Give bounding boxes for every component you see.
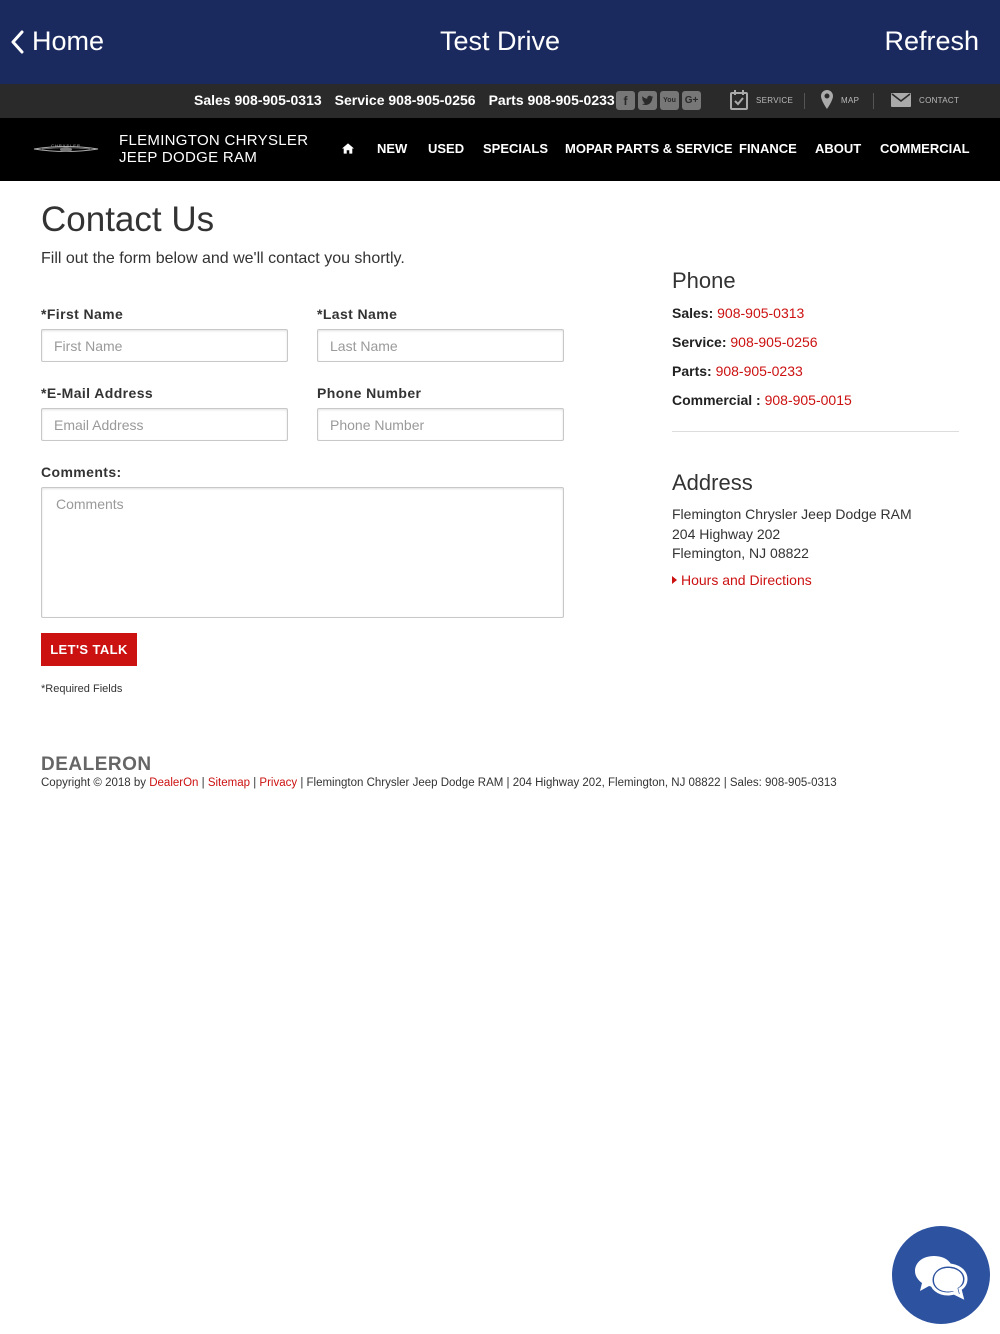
address-heading: Address xyxy=(672,470,753,495)
nav-new[interactable]: NEW xyxy=(377,141,408,156)
last-name-field[interactable] xyxy=(317,329,564,362)
contact-link[interactable] xyxy=(891,90,959,110)
logo-text: CHRYSLER xyxy=(51,143,81,148)
parts-label: Parts: xyxy=(672,363,712,379)
utility-phones xyxy=(194,92,615,108)
address-line-3: Flemington, NJ 08822 xyxy=(672,545,809,561)
sitemap-link[interactable]: Sitemap xyxy=(207,777,251,789)
commercial-label: Commercial : xyxy=(672,392,761,408)
main-nav xyxy=(0,118,1000,181)
copyright-line: Copyright © 2018 by DealerOn | Sitemap | Privacy | Flemington Chrysler Jeep Dodge RAM | 204 Highway 202, Flemington, NJ 08822 | Sales: 908-905-0313 xyxy=(41,777,837,789)
dealeron-logo[interactable]: DEALERON xyxy=(41,754,152,775)
nav-about[interactable]: ABOUT xyxy=(815,141,862,156)
parts-row xyxy=(672,363,803,379)
envelope-icon xyxy=(891,90,911,110)
comments-label: Comments: xyxy=(41,464,122,480)
nav-finance[interactable]: FINANCE xyxy=(739,141,797,156)
home-icon[interactable] xyxy=(342,142,354,157)
commercial-row xyxy=(672,392,852,408)
chat-button[interactable] xyxy=(892,1226,990,1324)
calendar-icon xyxy=(730,90,748,110)
email-field[interactable] xyxy=(41,408,288,441)
sales-label: Sales: xyxy=(672,305,714,321)
copyright-prefix: Copyright © 2018 by xyxy=(41,777,147,789)
address-line-1: Flemington Chrysler Jeep Dodge RAM xyxy=(672,506,912,522)
back-label: Home xyxy=(32,26,105,56)
required-fields-note: *Required Fields xyxy=(41,683,123,695)
nav-items xyxy=(0,141,1000,161)
page-subtitle: Fill out the form below and we'll contact you shortly. xyxy=(41,250,405,267)
brand-line-2: JEEP DODGE RAM xyxy=(119,149,258,166)
dealer-address xyxy=(672,505,912,564)
service-label: Service: xyxy=(672,334,727,350)
sales-phone[interactable]: 908-905-0313 xyxy=(717,305,805,321)
service-phone[interactable]: 908-905-0256 xyxy=(730,334,818,350)
sales-phone-link[interactable]: Sales 908-905-0313 xyxy=(194,92,322,108)
brand-line-1: FLEMINGTON CHRYSLER xyxy=(119,132,309,149)
service-row xyxy=(672,334,818,350)
caret-right-icon xyxy=(672,576,677,584)
utility-bar xyxy=(0,84,1000,118)
service-link-label: SERVICE xyxy=(756,95,794,105)
comments-field[interactable] xyxy=(41,487,564,618)
hours-directions-link[interactable] xyxy=(672,572,812,588)
address-line-2: 204 Highway 202 xyxy=(672,525,781,542)
dealeron-link[interactable]: DealerOn xyxy=(149,777,199,789)
chat-bubbles-icon xyxy=(912,1250,970,1300)
phone-field[interactable] xyxy=(317,408,564,441)
nav-commercial[interactable]: COMMERCIAL xyxy=(880,141,970,156)
divider xyxy=(804,93,805,109)
map-pin-icon xyxy=(821,90,833,110)
service-phone-link[interactable]: Service 908-905-0256 xyxy=(334,92,476,108)
page-title: Contact Us xyxy=(41,200,215,239)
first-name-label: *First Name xyxy=(41,306,124,322)
refresh-button[interactable]: Refresh xyxy=(884,26,979,56)
map-link[interactable] xyxy=(821,90,859,110)
parts-phone-link[interactable]: Parts 908-905-0233 xyxy=(488,92,615,108)
lets-talk-button[interactable]: LET'S TALK xyxy=(41,633,137,666)
nav-specials[interactable]: SPECIALS xyxy=(483,141,549,156)
app-title: Test Drive xyxy=(439,26,561,56)
app-bar xyxy=(0,0,1000,84)
chrysler-logo[interactable] xyxy=(32,140,100,161)
hours-directions-label: Hours and Directions xyxy=(681,572,812,588)
commercial-phone[interactable]: 908-905-0015 xyxy=(764,392,852,408)
google-plus-icon[interactable]: G+ xyxy=(682,91,701,110)
last-name-label: *Last Name xyxy=(317,306,398,322)
social-links xyxy=(616,91,701,110)
sales-row xyxy=(672,305,804,321)
contact-link-label: CONTACT xyxy=(919,95,960,105)
map-link-label: MAP xyxy=(841,95,860,105)
copyright-tail: | Flemington Chrysler Jeep Dodge RAM | 204 Highway 202, Flemington, NJ 08822 | Sales: 908-905-0313 xyxy=(300,777,837,789)
divider xyxy=(873,93,874,109)
youtube-icon[interactable]: You xyxy=(660,91,679,110)
twitter-icon[interactable] xyxy=(638,91,657,110)
sidebar-divider xyxy=(672,431,959,432)
privacy-link[interactable]: Privacy xyxy=(259,777,298,789)
phone-label: Phone Number xyxy=(317,385,422,401)
first-name-field[interactable] xyxy=(41,329,288,362)
parts-phone[interactable]: 908-905-0233 xyxy=(715,363,803,379)
facebook-icon[interactable]: f xyxy=(616,91,635,110)
service-link[interactable] xyxy=(730,90,793,110)
phone-heading: Phone xyxy=(672,268,736,293)
nav-mopar-parts-service[interactable]: MOPAR PARTS & SERVICE xyxy=(565,141,733,156)
nav-used[interactable]: USED xyxy=(428,141,465,156)
email-label: *E-Mail Address xyxy=(41,385,154,401)
